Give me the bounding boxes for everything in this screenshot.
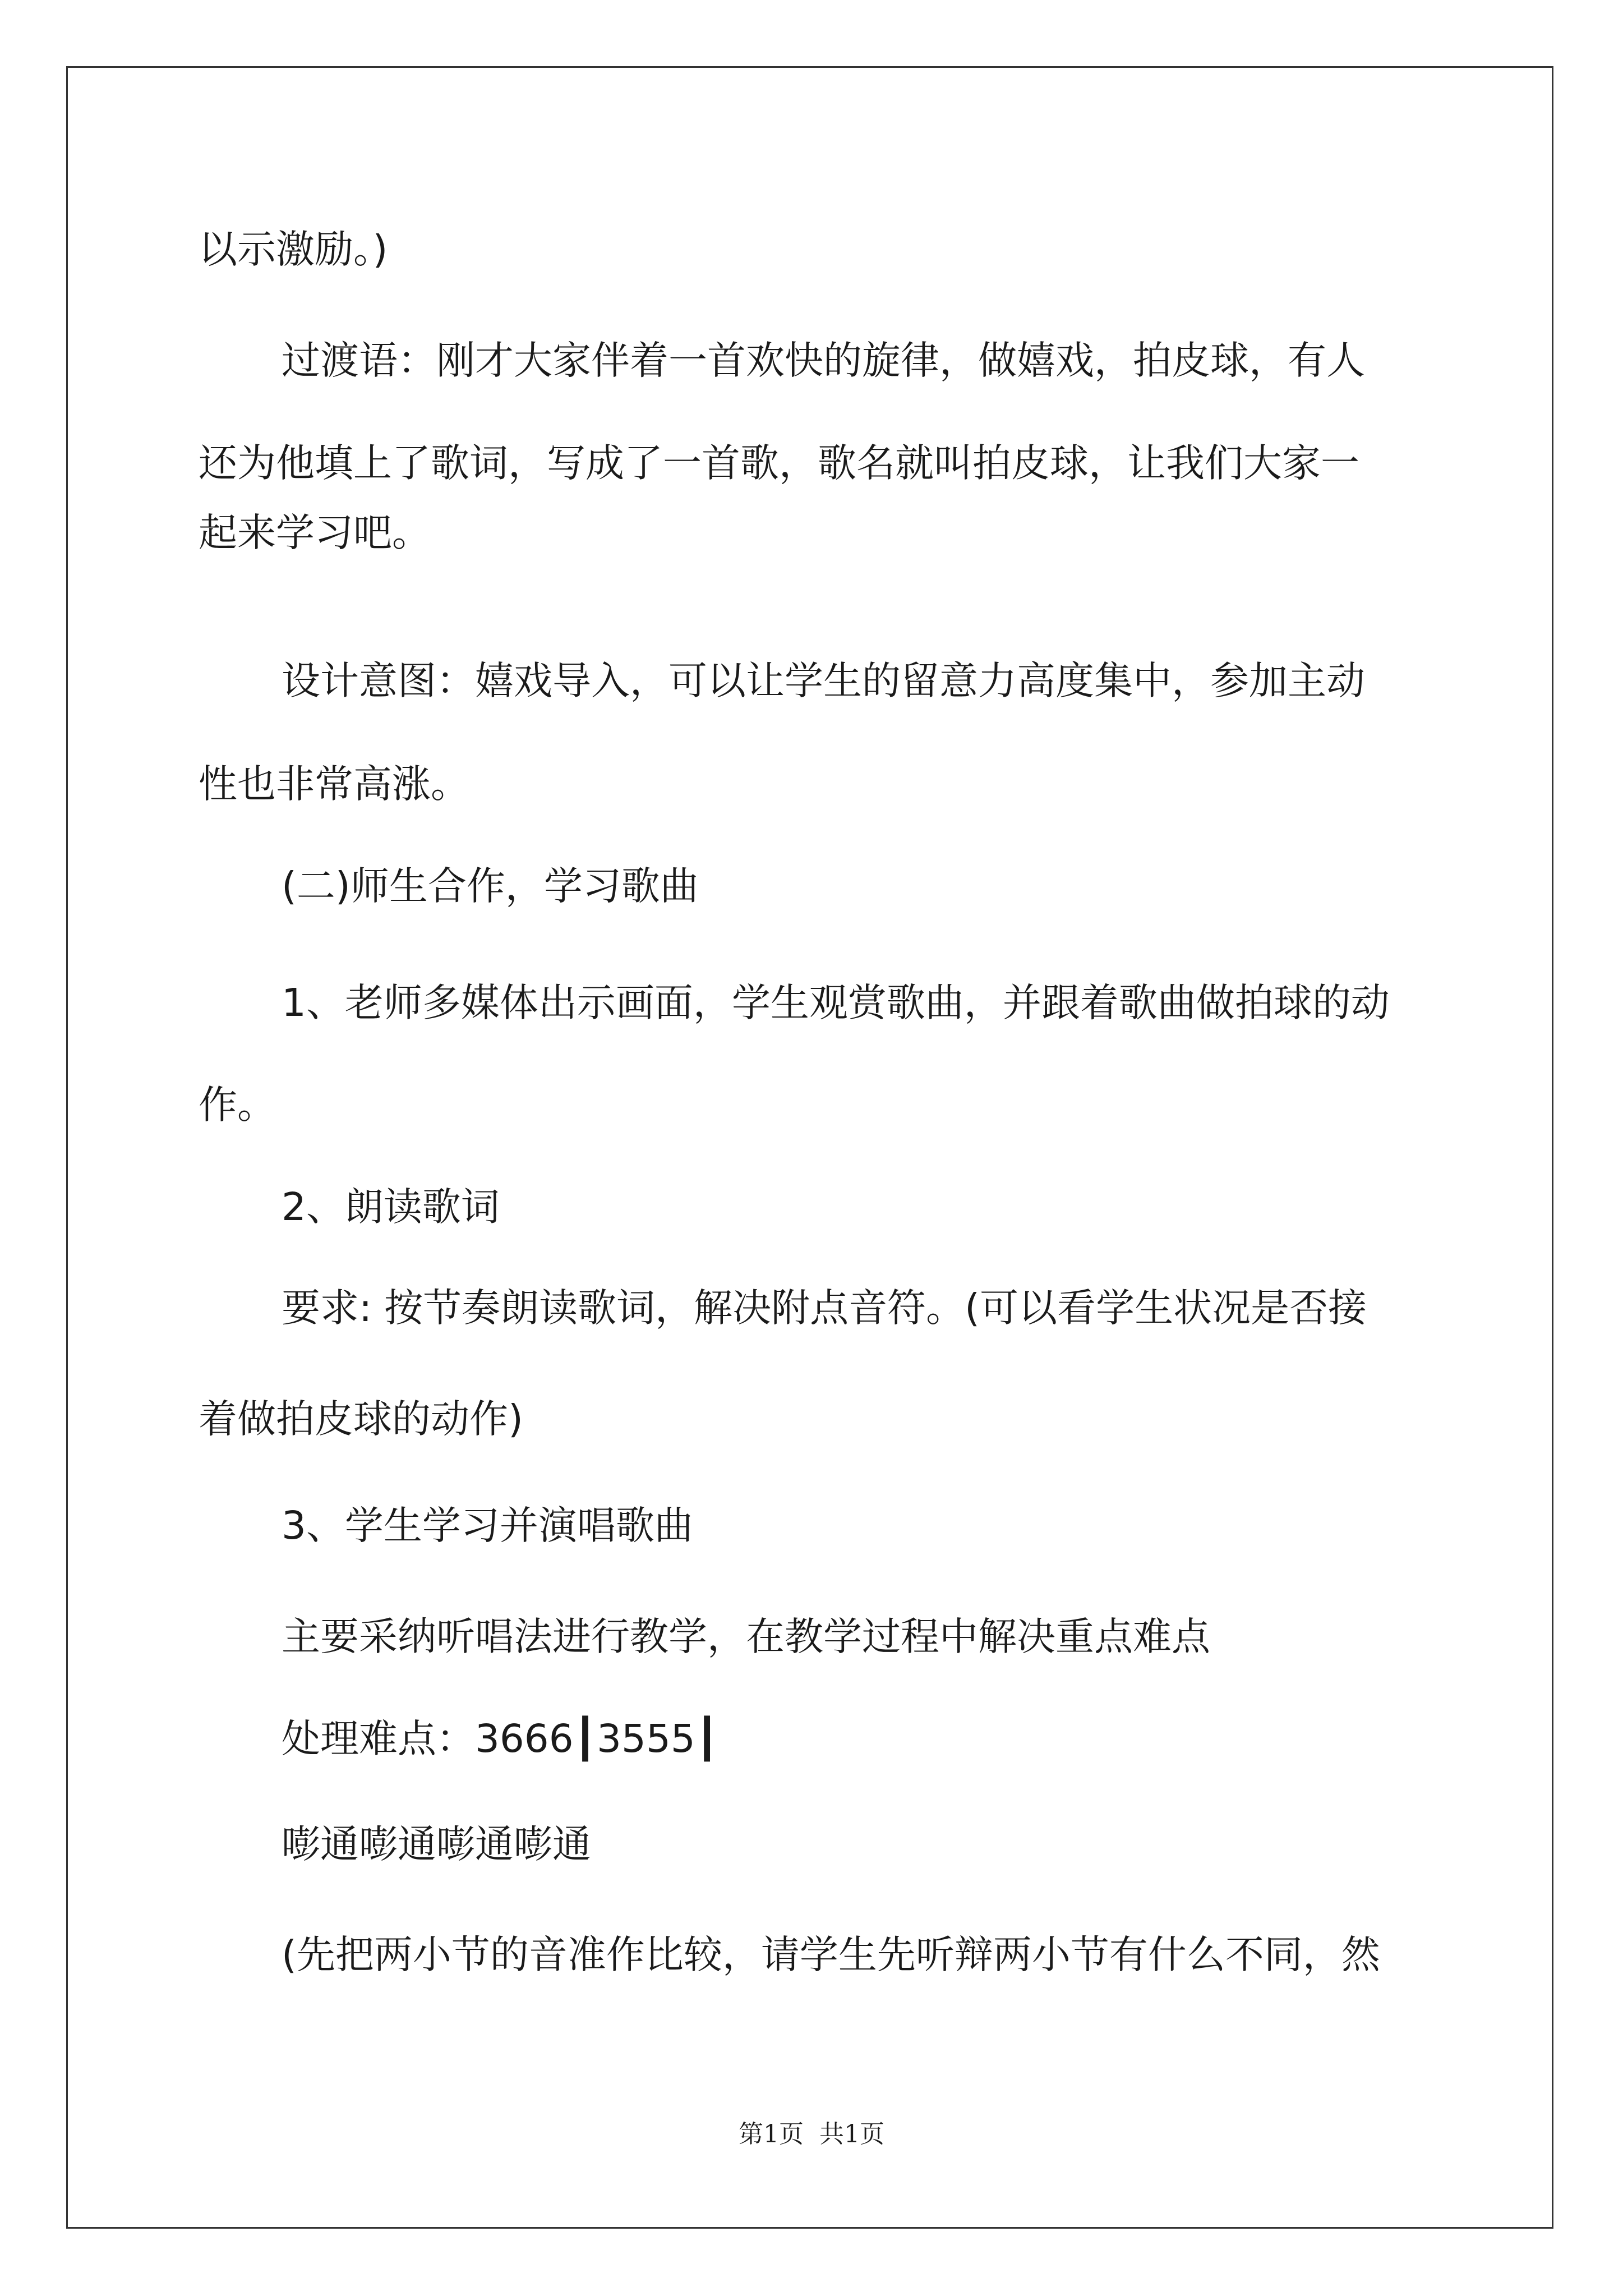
text-line-5: 设计意图：嬉戏导入，可以让学生的留意力高度集中，参加主动: [282, 659, 1365, 703]
text-line-8: 1、老师多媒体出示画面，学生观赏歌曲，并跟着歌曲做拍球的动: [282, 981, 1390, 1025]
text-line-7: (二)师生合作，学习歌曲: [282, 864, 699, 909]
text-line-14: 主要采纳听唱法进行教学，在教学过程中解决重点难点: [282, 1614, 1210, 1659]
text-line-15: 处理难点：3666┃3555┃: [282, 1717, 719, 1761]
text-line-9: 作。: [199, 1083, 276, 1128]
text-line-2: 过渡语：刚才大家伴着一首欢快的旋律，做嬉戏，拍皮球，有人: [282, 338, 1365, 383]
text-line-4: 起来学习吧。: [199, 510, 431, 555]
page-total: 共1页: [819, 2120, 884, 2148]
text-line-1: 以示激励。): [199, 227, 388, 272]
text-line-6: 性也非常高涨。: [199, 762, 469, 807]
page-footer: [0, 2119, 1623, 2150]
page-current: 第1页: [739, 2120, 804, 2148]
text-line-11: 要求: 按节奏朗读歌词，解决附点音符。(可以看学生状况是否接: [282, 1286, 1367, 1331]
text-line-10: 2、朗读歌词: [282, 1185, 500, 1230]
text-line-13: 3、学生学习并演唱歌曲: [282, 1503, 693, 1548]
text-line-16: 嘭通嘭通嘭通嘭通: [282, 1822, 591, 1867]
text-line-17: (先把两小节的音准作比较，请学生先听辩两小节有什么不同，然: [282, 1932, 1380, 1977]
text-line-3: 还为他填上了歌词，写成了一首歌，歌名就叫拍皮球，让我们大家一: [199, 441, 1359, 486]
text-line-12: 着做拍皮球的动作): [199, 1397, 523, 1442]
page-border: [66, 66, 1553, 2229]
